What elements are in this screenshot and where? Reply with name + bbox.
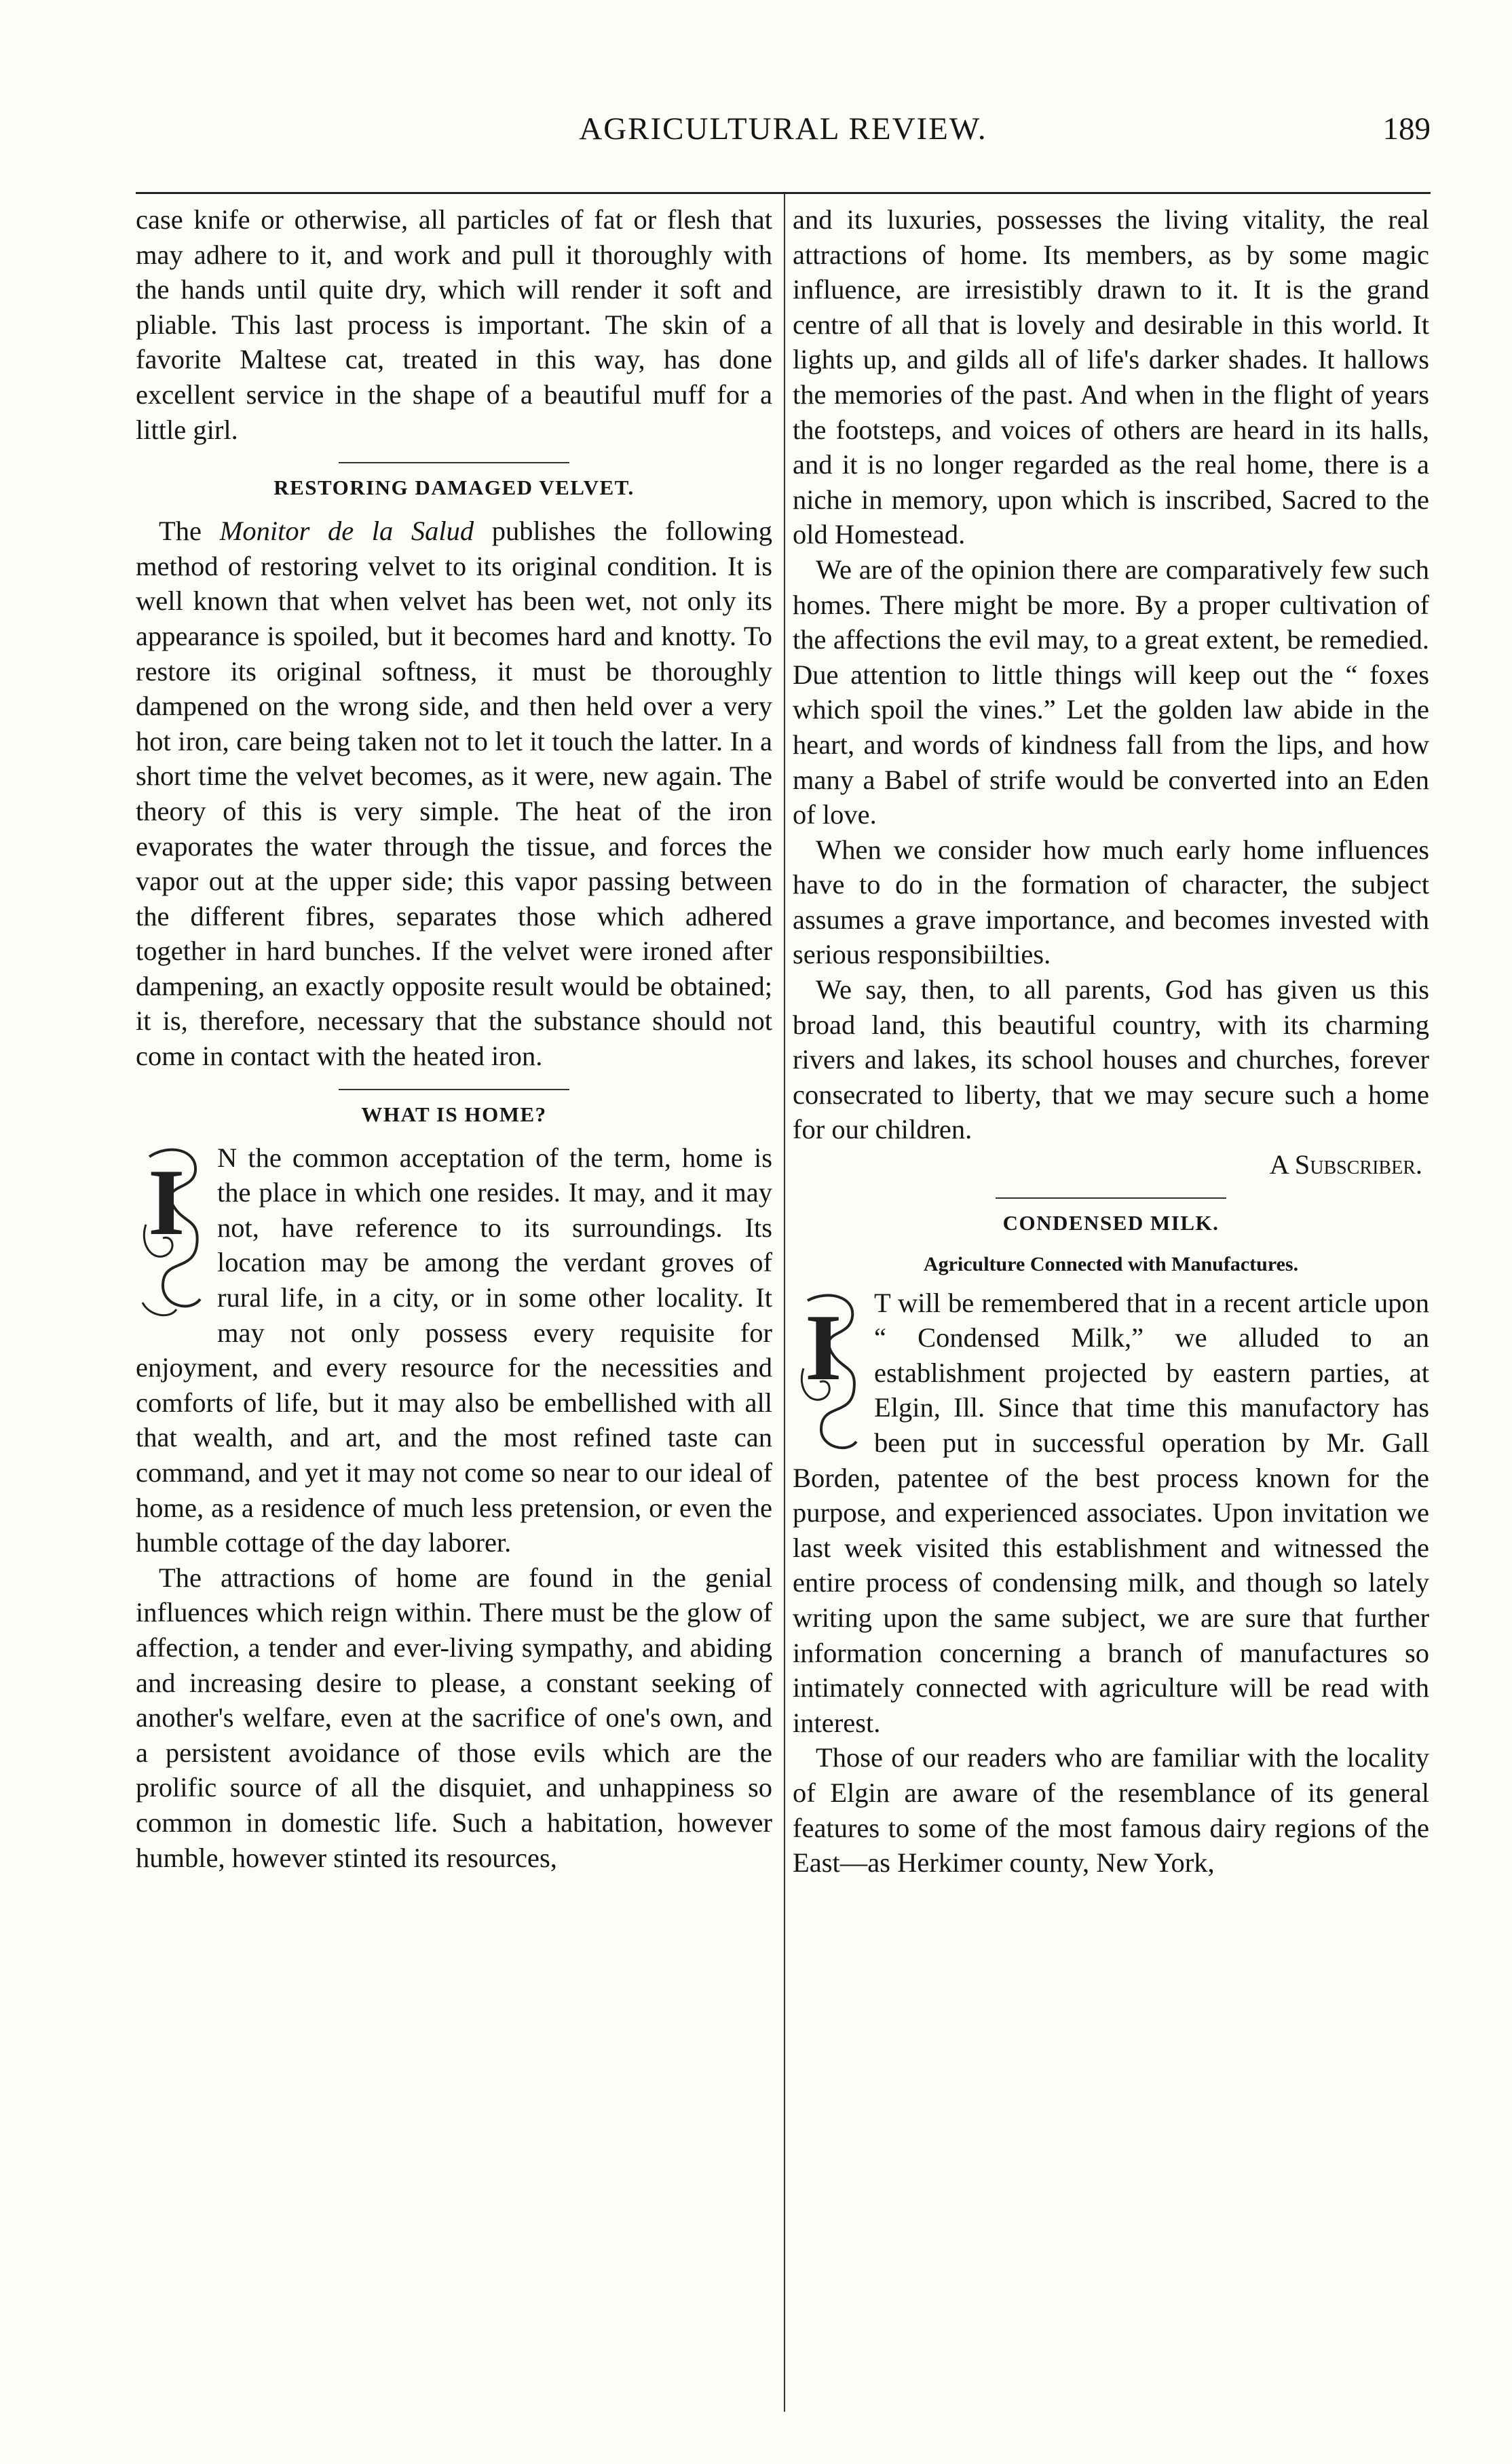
velvet-heading: RESTORING DAMAGED VELVET. xyxy=(273,476,635,500)
home-paragraph-2: The attractions of home are found in the genial influences which reign within. There must be the glow of affection, a tender and ever-living sympathy, and abiding and increasing desire to please, a constant seeking of another's welfare, even at the sacrifice of one's own, and a persistent avoidance of those evils which are the prolific source of all the disquiet, and unhappiness so common in domestic life. Such a habitation, however humble, however stinted its resources, xyxy=(136,1562,772,1873)
home-paragraph-5: We say, then, to all parents, God has given us this broad land, this beautiful country, with its charming rivers and lakes, its school houses and churches, forever consecrated to liberty, that we may secure such a home for our children. xyxy=(793,974,1429,1145)
milk-paragraph-1: T will be remembered that in a recent article upon “ Condensed Milk,” we alluded to an establishment projected by eastern parties, at Elgin, Ill. Since that time this manufactory has been put in successful operation by Mr. Gall Borden, patentee of the best process known for the purpose, and experienced associates. Upon invitation we last week visited this establishment and witnessed the entire process of condensing milk, and though so lately writing upon the same subject, we are sure that further information concerning a branch of manufactures so intimately connected with agriculture will be read with interest. xyxy=(793,1287,1429,1738)
home-heading: WHAT IS HOME? xyxy=(361,1102,547,1126)
page-number: 189 xyxy=(1382,111,1431,147)
velvet-intro-start: The xyxy=(159,516,220,547)
drop-cap-letter: I xyxy=(805,1294,842,1400)
header-rule xyxy=(136,192,1431,194)
author-signature: A Subscriber. xyxy=(1269,1149,1422,1180)
velvet-paragraph xyxy=(136,514,772,1074)
drop-cap-letter: I xyxy=(148,1149,185,1255)
milk-paragraph-2: Those of our readers who are familiar with the locality of Elgin are aware of the resemblance of its general features to some of the most famous dairy regions of the East—as Herkimer county, New York, xyxy=(793,1742,1429,1879)
milk-subheading: Agriculture Connected with Manufactures. xyxy=(923,1252,1299,1275)
running-header xyxy=(136,102,1431,156)
home-paragraph-1: N the common acceptation of the term, home is the place in which one resides. It may, and it may not, have reference to its surroundings. Its location may be among the verdant groves of rural life, in a city, or in some other locality. It may not only possess every requisite for enjoyment, and every resource for the necessities and comforts of life, but it may also be embellished with all that wealth, and art, and the most refined taste can command, and yet it may not come so near to our ideal of home, as a residence of much less pretension, or even the humble cottage of the day laborer. xyxy=(136,1142,772,1558)
ornamental-drop-cap xyxy=(136,1143,209,1324)
ornamental-drop-cap xyxy=(793,1288,866,1458)
publication-title: Monitor de la Salud xyxy=(219,516,474,547)
milk-heading: CONDENSED MILK. xyxy=(1002,1210,1220,1235)
running-title: AGRICULTURAL REVIEW. xyxy=(579,111,987,147)
home-paragraph-4: When we consider how much early home influences have to do in the formation of character, the subject assumes a grave importance, and becomes invested with serious responsibiilties. xyxy=(793,834,1429,970)
continued-paragraph: case knife or otherwise, all particles of fat or flesh that may adhere to it, and work and pull it thoroughly with the hands until quite dry, which will render it soft and pliable. This last process is important. The skin of a favorite Maltese cat, treated in this way, has done excellent service in the shape of a beautiful muff for a little girl. xyxy=(136,204,772,445)
home-paragraph-3: We are of the opinion there are comparatively few such homes. There might be more. By a proper cultivation of the affections the evil may, to a great extent, be remedied. Due attention to little things will keep out the “ foxes which spoil the vines.” Let the golden law abide in the heart, and words of kindness fall from the lips, and how many a Babel of strife would be converted into an Eden of love. xyxy=(793,554,1429,830)
column-divider xyxy=(784,193,785,2412)
section-rule xyxy=(339,462,569,463)
left-column xyxy=(136,202,772,1875)
home-continued-paragraph: and its luxuries, possesses the living vitality, the real attractions of home. Its members, as by some magic influence, are irresistibly drawn to it. It is the grand centre of all that is lovely and desirable in this world. It lights up, and gilds all of life's darker shades. It hallows the memories of the past. And when in the flight of years the footsteps, and voices of others are heard in its halls, and it is no longer regarded as the real home, there is a niche in memory, upon which is inscribed, Sacred to the old Homestead. xyxy=(793,204,1429,550)
section-rule xyxy=(996,1197,1226,1199)
section-rule xyxy=(339,1089,569,1090)
right-column xyxy=(793,202,1429,1881)
velvet-intro-rest: publishes the following method of restoring velvet to its original condition. It is well known that when velvet has been wet, not only its appearance is spoiled, but it becomes hard and knotty. To restore its original softness, it must be thoroughly dampened on the wrong side, and then held over a very hot iron, care being taken not to let it touch the latter. In a short time the velvet becomes, as it were, new again. The theory of this is very simple. The heat of the iron evaporates the water through the tissue, and forces the vapor out at the upper side; this vapor passing between the different fibres, separates those which adhered together in hard bunches. If the velvet were ironed after dampening, an exactly opposite result would be obtained; it is, therefore, necessary that the substance should not come in contact with the heated iron. xyxy=(136,516,773,1072)
